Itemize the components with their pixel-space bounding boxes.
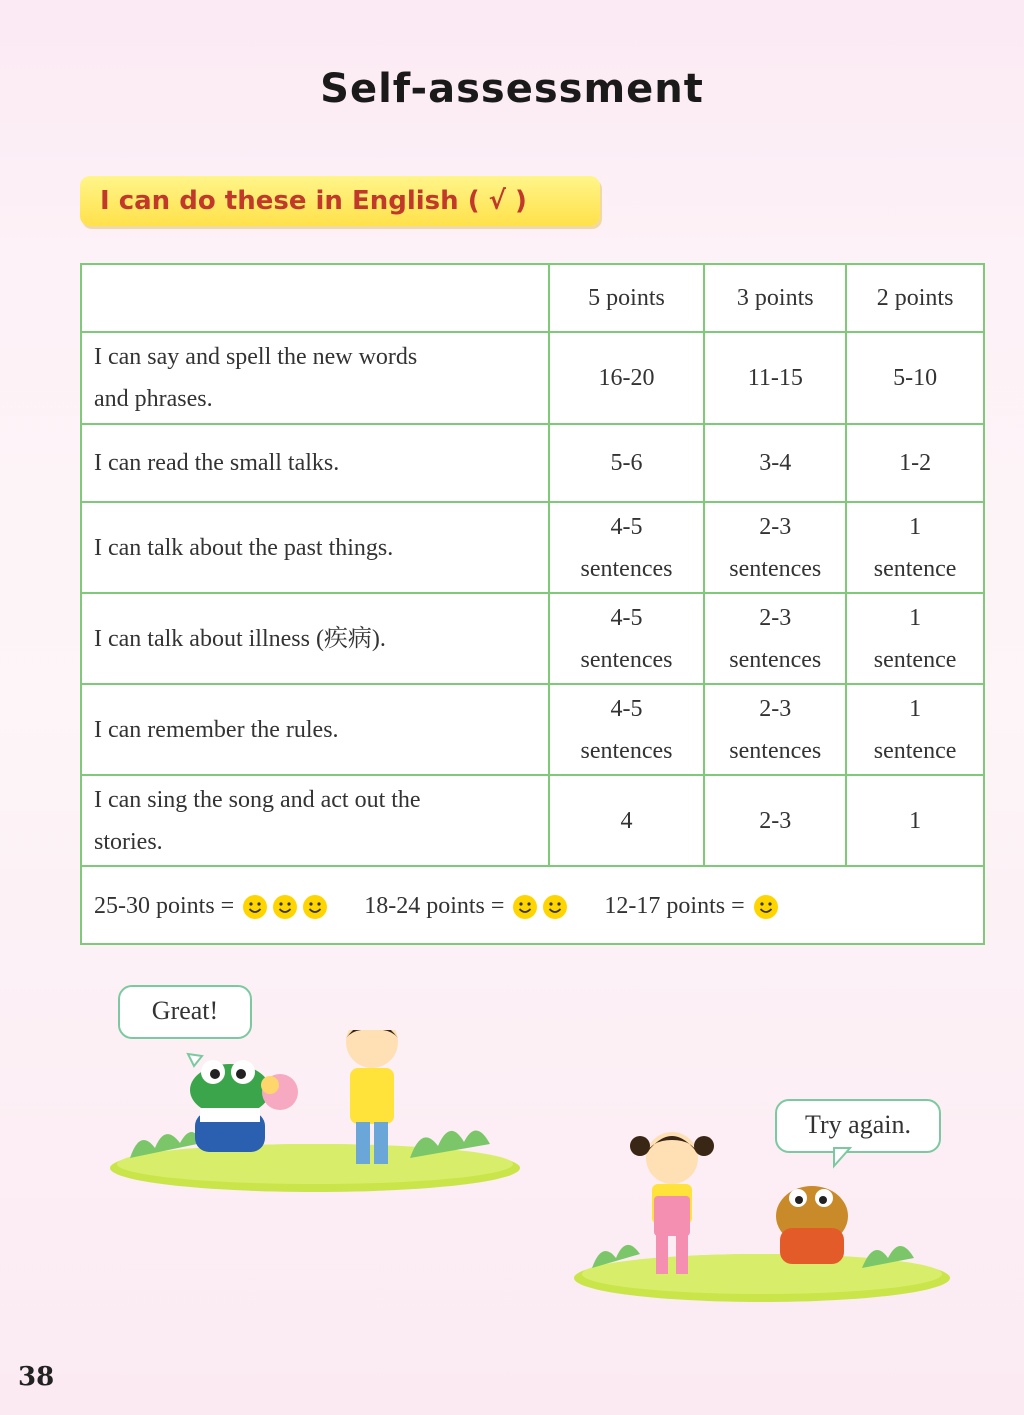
- scoring-row: [81, 866, 984, 944]
- cell-2-points: 1 sentence: [846, 684, 984, 775]
- cell-5-points: 5-6: [549, 424, 705, 502]
- score-group-2: [364, 885, 570, 927]
- table-row: [81, 332, 984, 424]
- score-label: 25-30 points =: [94, 892, 235, 919]
- illustration-girl-and-toad: [572, 1110, 952, 1305]
- cell-2-points: 5-10: [846, 332, 984, 424]
- cell-3-points: 3-4: [704, 424, 846, 502]
- cell-5-points: 4-5 sentences: [549, 684, 705, 775]
- row-desc: I can remember the rules.: [81, 684, 549, 775]
- table-row: [81, 502, 984, 593]
- header-2-points: 2 points: [846, 264, 984, 332]
- header-5-points: 5 points: [549, 264, 705, 332]
- header-3-points: 3 points: [704, 264, 846, 332]
- score-label: 18-24 points =: [364, 892, 505, 919]
- cell-2-points: 1-2: [846, 424, 984, 502]
- score-label: 12-17 points =: [604, 892, 745, 919]
- cell-2-points: 1 sentence: [846, 593, 984, 684]
- smiley-icon: [302, 894, 328, 920]
- row-desc: I can talk about the past things.: [81, 502, 549, 593]
- row-desc: I can read the small talks.: [81, 424, 549, 502]
- cell-5-points: 4: [549, 775, 705, 866]
- cell-5-points: 4-5 sentences: [549, 593, 705, 684]
- table-row: [81, 424, 984, 502]
- page-title: Self-assessment: [320, 66, 704, 112]
- cell-3-points: 11-15: [704, 332, 846, 424]
- row-desc: I can say and spell the new words and phrases.: [81, 332, 549, 424]
- cell-3-points: 2-3: [704, 775, 846, 866]
- score-group-1: [604, 885, 780, 927]
- bubble-text-try-again: Try again.: [805, 1110, 911, 1139]
- smiley-icon: [242, 894, 268, 920]
- cell-2-points: 1: [846, 775, 984, 866]
- cell-2-points: 1 sentence: [846, 502, 984, 593]
- illustration-frog-and-boy: [110, 1030, 530, 1200]
- cell-5-points: 16-20: [549, 332, 705, 424]
- assessment-table: [80, 263, 985, 945]
- section-banner: [80, 176, 600, 226]
- cell-3-points: 2-3 sentences: [704, 684, 846, 775]
- row-desc: I can sing the song and act out the stories.: [81, 775, 549, 866]
- header-blank: [81, 264, 549, 332]
- table-row: [81, 684, 984, 775]
- smiley-icon: [753, 894, 779, 920]
- banner-text: I can do these in English ( √ ): [100, 186, 527, 216]
- smiley-icon: [542, 894, 568, 920]
- score-group-3: [94, 885, 330, 927]
- table-row: [81, 775, 984, 866]
- cell-5-points: 4-5 sentences: [549, 502, 705, 593]
- table-header-row: [81, 264, 984, 332]
- smiley-icon: [272, 894, 298, 920]
- cell-3-points: 2-3 sentences: [704, 502, 846, 593]
- table-row: [81, 593, 984, 684]
- bubble-text-great: Great!: [151, 996, 219, 1025]
- cell-3-points: 2-3 sentences: [704, 593, 846, 684]
- page-number: 38: [18, 1362, 55, 1392]
- row-desc: I can talk about illness (疾病).: [81, 593, 549, 684]
- scoring-cell: [81, 866, 984, 944]
- smiley-icon: [512, 894, 538, 920]
